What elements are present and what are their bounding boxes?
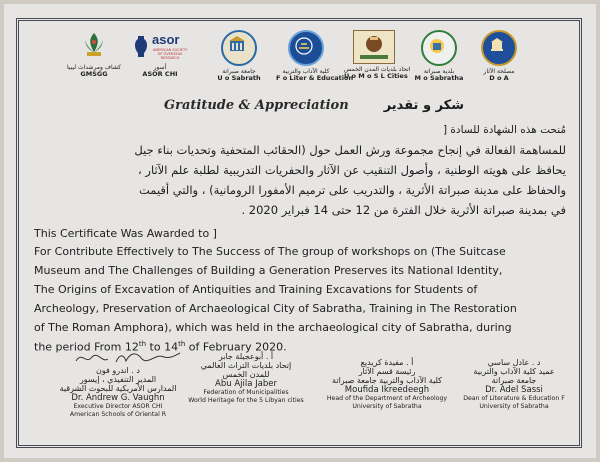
arabic-awarded-line: مُنحت هذه الشهادة للسادة [ [443,124,566,136]
arabic-body-line-1: للمساهمة الفعالة في إنجاح مجموعة ورش العمل حول (الحقائب المتحفية وتحديات بناء جيل [134,143,566,157]
logo-caption: أسور ASOR CHI [142,64,178,78]
asor-subtitle: AMERICAN SOCIETY OF OVERSEAS RESEARCH [152,48,188,60]
antiquities-seal-icon [481,30,517,66]
english-body-line-1: For Contribute Effectively to The Success of The group of workshops on (The Suitcase [34,245,506,258]
municipality-seal-icon [421,30,457,66]
scouts-emblem-icon [78,30,110,62]
logo-caption: كلية الآداب والتربية F o Liter & Education [276,68,354,82]
arabic-body-line-4: في بمدينة صبراتة الأثرية خلال الفترة من 12 حتى 14 فبراير 2020 . [241,203,566,217]
certificate-paper [4,4,596,458]
logo-municipality [409,30,469,82]
english-body-line-4: Archeology, Preservation of Archaeological City of Sabratha, Training in The Restoration [34,302,517,315]
signature-scribble-icon [72,347,182,367]
logo-caption: جامعة صبراتة U o Sabrath [217,68,261,82]
university-seal-icon [221,30,257,66]
logo-cities-union [344,30,411,80]
signatory-ikreedeegh: أ . مفيدة كريديع رئيسة قسم الآثار كلية الآداب والتربية جامعة صبراتة Moufida Ikreedeegh Head of the Department of Archeology University of Sabratha [326,358,448,410]
signatory-sassi: د . عادل ساسي عميد كلية الآداب والتربية جامعة صبراتة Dr. Adel Sassi Dean of Literature & Education F University of Sabratha [463,358,565,410]
title-arabic: شكر و تقدير [383,98,464,113]
arabic-body-line-2: يحافظ على هويته الوطنية ، وأصول التنقيب عن الآثار والحفريات التدريبية لطلبة علم الآثار ، [138,163,566,177]
logo-caption: بلدية صبراتة M o Sabratha [414,68,464,82]
logo-caption: كشاف ومرشدات ليبيا GMSGG [66,64,122,78]
logo-antiquities [469,30,529,82]
signatory-vaughn: د . اندرو فون المدير التنفيذي ، إيسور المدارس الأمريكية للبحوث الشرقية Dr. Andrew G. Vaughn Executive Director ASOR CHI American Schools of Oriental R [59,366,177,418]
cities-union-icon [353,30,395,64]
english-body-line-3: The Origins of Excavation of Antiquities and Training Excavations for Students of [34,283,478,296]
logo-caption: اتحاد بلديات المدن الخمس U o M o S L Cities [344,66,411,80]
logo-scouts [64,30,124,78]
logo-university [209,30,269,82]
certificate-title [164,98,464,118]
faculty-seal-icon [288,30,324,66]
english-body-line-2: Museum and The Challenges of Building a Generation Preserves its National Identity, [34,264,503,277]
asor-wordmark: asor [152,32,180,47]
english-awarded-line: This Certificate Was Awarded to ] [34,227,217,240]
english-date-line: the period From 12th to 14th of February 2020. [34,340,287,354]
signatory-jaber: أ . أبوعجيلة جابر إتحاد بلديات التراث العالمي للمدن الخمس Abu Ajila Jaber Federation of Municipalities World Heritage for the 5 Libyan cities [188,352,304,404]
english-body-line-5: of The Roman Amphora), which was held in the archaeological city of Sabratha, during [34,321,512,334]
title-english: Gratitude & Appreciation [164,98,349,113]
arabic-body-line-3: والحفاظ على مدينة صبراتة الأثرية ، والتدريب على ترميم الأمفورا الرومانية) ، والتي أقيمت [139,183,566,197]
logo-faculty [276,30,354,82]
logo-caption: مصلحة الآثار D o A [483,68,515,82]
logo-asor [130,30,190,78]
logo-row [64,30,534,100]
